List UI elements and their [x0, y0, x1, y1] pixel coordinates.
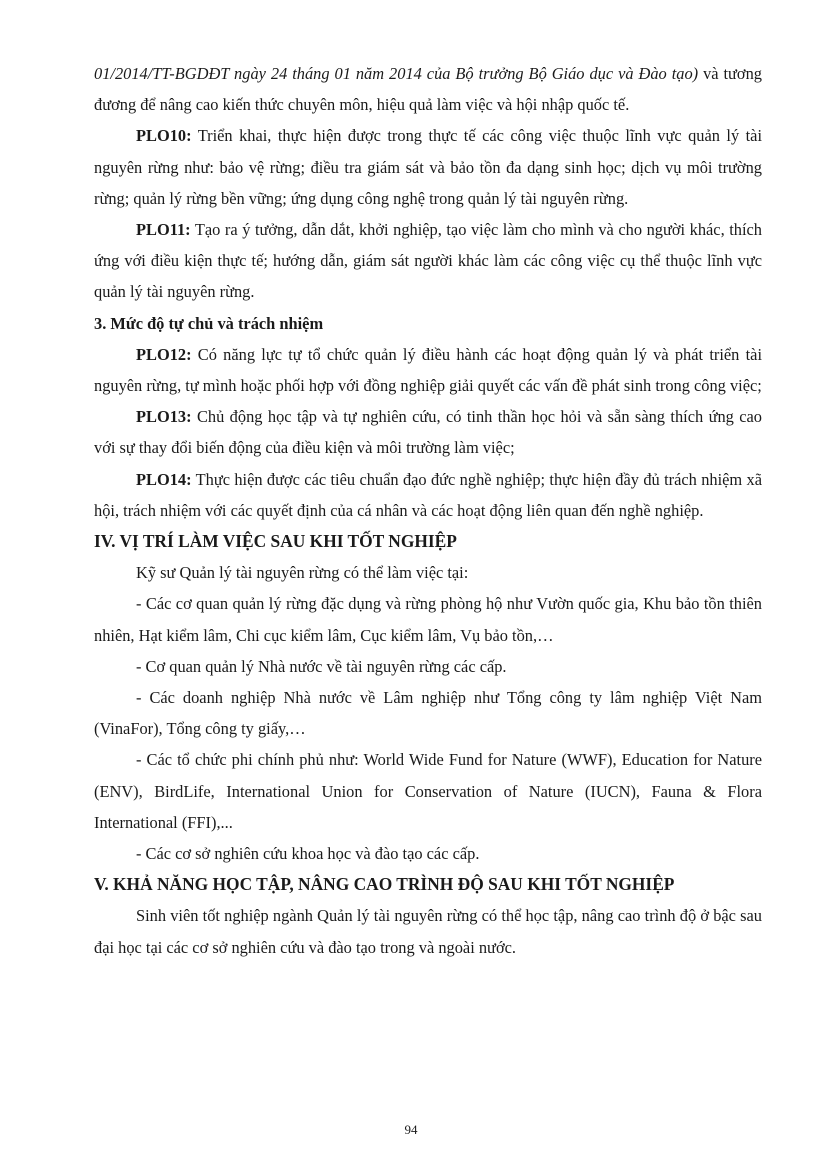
plo10-paragraph [94, 120, 762, 214]
section4-heading: IV. VỊ TRÍ LÀM VIỆC SAU KHI TỐT NGHIỆP [94, 531, 457, 552]
section3-heading: 3. Mức độ tự chủ và trách nhiệm [94, 313, 324, 333]
plo10-label: PLO10: [136, 126, 192, 146]
workplace-item: - Các doanh nghiệp Nhà nước về Lâm nghiệp như Tổng công ty lâm nghiệp Việt Nam (VinaFor), Tổng công ty giấy,… [94, 688, 762, 739]
plo14-paragraph [94, 464, 762, 526]
plo10-text: Triển khai, thực hiện được trong thực tế các công việc thuộc lĩnh vực quản lý tài nguyên rừng như: bảo vệ rừng; điều tra giám sát và bảo tồn đa dạng sinh học; dịch vụ môi trường rừng; quản lý rừng bền vững; ứng dụng công nghệ trong quản lý tài nguyên rừng. [94, 126, 762, 208]
plo11-label: PLO11: [136, 220, 191, 240]
workplace-item: - Các cơ quan quản lý rừng đặc dụng và rừng phòng hộ như Vườn quốc gia, Khu bảo tồn thiên nhiên, Hạt kiểm lâm, Chi cục kiểm lâm, Cục kiểm lâm, Vụ bảo tồn,… [94, 594, 762, 645]
workplace-item: - Các cơ sở nghiên cứu khoa học và đào tạo các cấp. [136, 844, 480, 864]
page-number: 94 [404, 1122, 418, 1137]
plo13-text: Chủ động học tập và tự nghiên cứu, có tinh thần học hỏi và sẵn sàng thích ứng cao với sự thay đổi biến động của điều kiện và môi trường làm việc; [94, 407, 762, 458]
plo13-label: PLO13: [136, 407, 192, 427]
workplace-item: - Các tổ chức phi chính phủ như: World Wide Fund for Nature (WWF), Education for Nature (ENV), BirdLife, International Union for Conservation of Nature (IUCN), Fauna & Flora International (FFI),... [94, 750, 762, 832]
document-page [94, 58, 762, 963]
plo12-paragraph [94, 339, 762, 401]
intro-italic: 01/2014/TT-BGDĐT ngày 24 tháng 01 năm 2014 của Bộ trưởng Bộ Giáo dục và Đào tạo) [94, 64, 699, 83]
section5-heading: V. KHẢ NĂNG HỌC TẬP, NÂNG CAO TRÌNH ĐỘ SAU KHI TỐT NGHIỆP [94, 874, 675, 895]
plo14-label: PLO14: [136, 469, 192, 489]
workplace-item: - Cơ quan quản lý Nhà nước về tài nguyên rừng các cấp. [136, 656, 507, 676]
intro-rest: và tương đương để nâng cao kiến thức chuyên môn, hiệu quả làm việc và hội nhập quốc tế. [94, 64, 762, 115]
section4-intro: Kỹ sư Quản lý tài nguyên rừng có thể làm việc tại: [136, 563, 469, 583]
plo13-paragraph [94, 401, 762, 463]
section5-paragraph: Sinh viên tốt nghiệp ngành Quản lý tài nguyên rừng có thể học tập, nâng cao trình độ ở bậc sau đại học tại các cơ sở nghiên cứu và đào tạo trong và ngoài nước. [94, 906, 762, 957]
plo12-label: PLO12: [136, 344, 192, 364]
plo12-text: Có năng lực tự tổ chức quản lý điều hành các hoạt động quản lý và phát triển tài nguyên rừng, tự mình hoặc phối hợp với đồng nghiệp giải quyết các vấn đề phát sinh trong công việc; [94, 344, 762, 396]
intro-paragraph [94, 58, 762, 120]
plo11-paragraph [94, 214, 762, 308]
plo14-text: Thực hiện được các tiêu chuẩn đạo đức nghề nghiệp; thực hiện đầy đủ trách nhiệm xã hội, trách nhiệm với các quyết định của cá nhân và các hoạt động liên quan đến nghề nghiệp. [94, 469, 762, 520]
plo11-text: Tạo ra ý tưởng, dẫn dắt, khởi nghiệp, tạo việc làm cho mình và cho người khác, thích ứng với điều kiện thực tế; hướng dẫn, giám sát người khác làm các công việc cụ thể thuộc lĩnh vực quản lý tài nguyên rừng. [94, 220, 762, 302]
